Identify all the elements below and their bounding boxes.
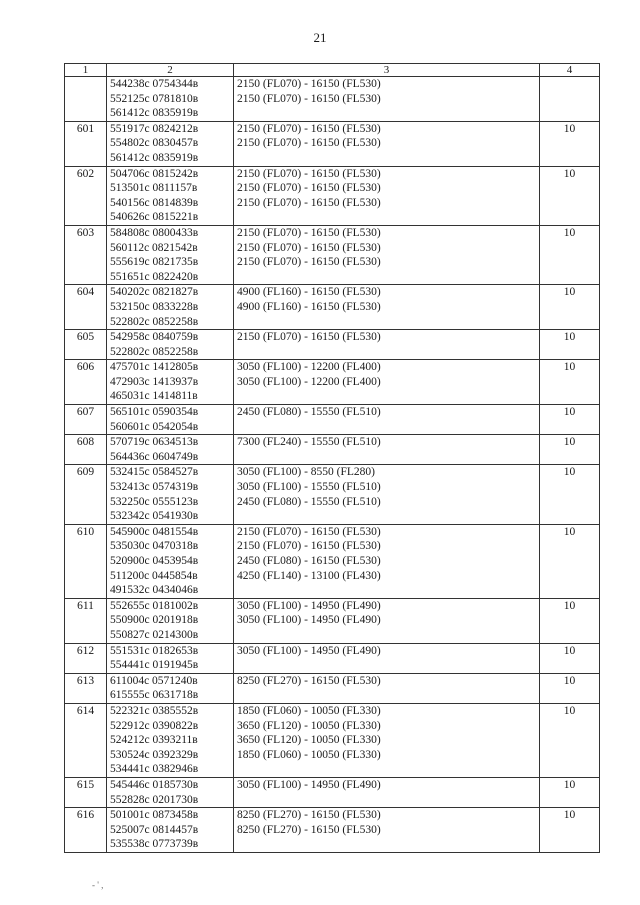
- coordinate-line: 554802с 0830457в: [110, 137, 199, 150]
- altitude-range-line: 8250 (FL270) - 16150 (FL530): [237, 823, 381, 836]
- coordinate-line: 552828с 0201730в: [110, 793, 199, 806]
- coordinate-line: 584808с 0800433в: [110, 226, 199, 239]
- coordinate-line: 524212с 0393211в: [110, 734, 198, 747]
- coordinate-line: 520900с 0453954в: [110, 555, 199, 567]
- coordinate-line: 522912с 0390822в: [110, 719, 199, 732]
- column-4-value: 10: [540, 465, 600, 524]
- coordinate-line: 472903с 1413937в: [110, 375, 199, 388]
- table-row: [65, 524, 600, 598]
- coordinate-line: 570719с 0634513в: [110, 436, 199, 449]
- altitude-range-cell: [234, 360, 540, 405]
- table-row: [65, 808, 600, 853]
- table-row: [65, 285, 600, 330]
- row-number: 616: [65, 808, 107, 853]
- table-row: [65, 405, 600, 435]
- row-number: 609: [65, 465, 107, 524]
- column-4-value: 10: [540, 405, 600, 435]
- table-row: [65, 330, 600, 360]
- column-4-value: 10: [540, 643, 600, 673]
- table-row: [65, 598, 600, 643]
- altitude-range-cell: [234, 405, 540, 435]
- table-row: [65, 777, 600, 807]
- altitude-range-cell: [234, 808, 540, 853]
- altitude-range-line: 2150 (FL070) - 16150 (FL530): [237, 92, 381, 105]
- row-number: 601: [65, 121, 107, 166]
- coordinates-cell: [107, 330, 234, 360]
- table-row: [65, 166, 600, 225]
- coordinates-cell: [107, 673, 234, 703]
- coordinate-line: 511200с 0445854в: [110, 569, 198, 582]
- table-row: [65, 435, 600, 465]
- coordinate-line: 540202с 0821827в: [110, 286, 199, 299]
- altitude-range-cell: [234, 435, 540, 465]
- coordinate-line: 535538с 0773739в: [110, 838, 199, 851]
- column-4-value: 10: [540, 808, 600, 853]
- footer-mark: - ' ,: [92, 880, 104, 890]
- coordinates-cell: [107, 285, 234, 330]
- altitude-range-cell: [234, 643, 540, 673]
- coordinate-line: 513501с 0811157в: [110, 182, 198, 195]
- coordinates-cell: [107, 808, 234, 853]
- row-number: 613: [65, 673, 107, 703]
- altitude-range-line: 2150 (FL070) - 16150 (FL530): [237, 196, 381, 209]
- coordinate-line: 551531с 0182653в: [110, 644, 199, 657]
- coordinate-line: 540626с 0815221в: [110, 211, 199, 224]
- row-number: 605: [65, 330, 107, 360]
- altitude-range-line: 3050 (FL100) - 12200 (FL400): [237, 375, 381, 388]
- altitude-range-cell: [234, 166, 540, 225]
- header-col-2: 2: [107, 64, 234, 77]
- altitude-range-cell: [234, 703, 540, 777]
- row-number: 602: [65, 166, 107, 225]
- altitude-range-line: 3050 (FL100) - 8550 (FL280): [237, 466, 375, 479]
- coordinate-line: 545446с 0185730в: [110, 778, 199, 791]
- coordinate-line: 540156с 0814839в: [110, 196, 199, 209]
- altitude-range-cell: [234, 77, 540, 122]
- table-row: [65, 121, 600, 166]
- altitude-range-line: 2450 (FL080) - 15550 (FL510): [237, 406, 381, 419]
- coordinate-line: 561412с 0835919в: [110, 107, 199, 120]
- row-number: 614: [65, 703, 107, 777]
- altitude-range-line: 2150 (FL070) - 16150 (FL530): [237, 540, 381, 553]
- column-4-value: 10: [540, 598, 600, 643]
- table-row: [65, 643, 600, 673]
- altitude-range-cell: [234, 465, 540, 524]
- column-4-value: 10: [540, 166, 600, 225]
- altitude-range-cell: [234, 777, 540, 807]
- altitude-range-cell: [234, 285, 540, 330]
- row-number: 606: [65, 360, 107, 405]
- altitude-range-line: 3050 (FL100) - 12200 (FL400): [237, 361, 381, 374]
- altitude-range-line: 2150 (FL070) - 16150 (FL530): [237, 331, 381, 344]
- row-number: 608: [65, 435, 107, 465]
- altitude-range-line: 3050 (FL100) - 15550 (FL510): [237, 481, 381, 494]
- coordinate-line: 545900с 0481554в: [110, 525, 199, 538]
- altitude-range-line: 2450 (FL080) - 15550 (FL510): [237, 495, 381, 508]
- altitude-range-cell: [234, 524, 540, 598]
- altitude-range-line: 2150 (FL070) - 16150 (FL530): [237, 256, 381, 269]
- coordinates-cell: [107, 435, 234, 465]
- coordinate-line: 551917с 0824212в: [110, 122, 199, 135]
- row-number: 612: [65, 643, 107, 673]
- coordinate-line: 565101с 0590354в: [110, 406, 199, 419]
- altitude-range-cell: [234, 330, 540, 360]
- coordinate-line: 501001с 0873458в: [110, 809, 199, 822]
- row-number: 604: [65, 285, 107, 330]
- row-number: 607: [65, 405, 107, 435]
- column-4-value: 10: [540, 330, 600, 360]
- column-4-value: 10: [540, 225, 600, 284]
- coordinates-cell: [107, 77, 234, 122]
- table-header-row: [65, 64, 600, 77]
- altitude-range-cell: [234, 598, 540, 643]
- coordinate-line: 522321с 0385552в: [110, 704, 199, 717]
- coordinate-line: 611004с 0571240в: [110, 674, 198, 687]
- altitude-range-line: 2450 (FL080) - 16150 (FL530): [237, 555, 381, 567]
- coordinate-line: 551651с 0822420в: [110, 270, 199, 283]
- coordinate-line: 525007с 0814457в: [110, 823, 199, 836]
- row-number: 603: [65, 225, 107, 284]
- coordinates-cell: [107, 405, 234, 435]
- coordinate-line: 522802с 0852258в: [110, 315, 199, 328]
- row-number: 610: [65, 524, 107, 598]
- coordinates-cell: [107, 777, 234, 807]
- column-4-value: 10: [540, 703, 600, 777]
- row-number: [65, 77, 107, 122]
- table-row: [65, 77, 600, 122]
- altitude-range-line: 8250 (FL270) - 16150 (FL530): [237, 674, 381, 687]
- coordinate-line: 550827с 0214300в: [110, 628, 199, 641]
- coordinate-line: 532250с 0555123в: [110, 495, 199, 508]
- altitude-range-line: 3050 (FL100) - 14950 (FL490): [237, 644, 381, 657]
- coordinate-line: 560112с 0821542в: [110, 241, 198, 254]
- coordinate-line: 555619с 0821735в: [110, 256, 199, 269]
- coordinates-cell: [107, 703, 234, 777]
- altitude-range-line: 2150 (FL070) - 16150 (FL530): [237, 167, 381, 180]
- altitude-range-line: 7300 (FL240) - 15550 (FL510): [237, 436, 381, 449]
- altitude-range-line: 3050 (FL100) - 14950 (FL490): [237, 599, 381, 612]
- coordinates-cell: [107, 225, 234, 284]
- coordinate-line: 475701с 1412805в: [110, 361, 199, 374]
- coordinate-line: 534441с 0382946в: [110, 763, 199, 776]
- coordinate-line: 532415с 0584527в: [110, 466, 199, 479]
- altitude-range-line: 4250 (FL140) - 13100 (FL430): [237, 569, 381, 582]
- column-4-value: [540, 77, 600, 122]
- coordinates-cell: [107, 121, 234, 166]
- header-col-3: 3: [234, 64, 540, 77]
- page-number: 21: [313, 30, 327, 45]
- coordinate-line: 504706с 0815242в: [110, 167, 199, 180]
- altitude-range-line: 3650 (FL120) - 10050 (FL330): [237, 734, 381, 747]
- coordinates-cell: [107, 166, 234, 225]
- altitude-range-cell: [234, 225, 540, 284]
- coordinate-line: 564436с 0604749в: [110, 450, 199, 463]
- column-4-value: 10: [540, 524, 600, 598]
- altitude-range-line: 2150 (FL070) - 16150 (FL530): [237, 122, 381, 135]
- altitude-range-line: 4900 (FL160) - 16150 (FL530): [237, 300, 381, 313]
- coordinate-line: 542958с 0840759в: [110, 331, 199, 344]
- altitude-range-line: 2150 (FL070) - 16150 (FL530): [237, 182, 381, 195]
- altitude-range-line: 1850 (FL060) - 10050 (FL330): [237, 704, 381, 717]
- coordinate-line: 544238с 0754344в: [110, 78, 199, 90]
- column-4-value: 10: [540, 435, 600, 465]
- coordinates-cell: [107, 643, 234, 673]
- altitude-range-cell: [234, 121, 540, 166]
- column-4-value: 10: [540, 121, 600, 166]
- altitude-range-line: 3050 (FL100) - 14950 (FL490): [237, 778, 381, 791]
- header-col-4: 4: [540, 64, 600, 77]
- altitude-range-line: 2150 (FL070) - 16150 (FL530): [237, 226, 381, 239]
- altitude-range-line: 3650 (FL120) - 10050 (FL330): [237, 719, 381, 732]
- airspace-table: [64, 63, 600, 853]
- column-4-value: 10: [540, 285, 600, 330]
- coordinate-line: 615555с 0631718в: [110, 689, 199, 702]
- altitude-range-line: 1850 (FL060) - 10050 (FL330): [237, 748, 381, 761]
- coordinate-line: 491532с 0434046в: [110, 584, 199, 597]
- table-row: [65, 360, 600, 405]
- coordinate-line: 535030с 0470318в: [110, 540, 199, 553]
- altitude-range-cell: [234, 673, 540, 703]
- table-row: [65, 465, 600, 524]
- column-4-value: 10: [540, 673, 600, 703]
- coordinate-line: 465031с 1414811в: [110, 390, 198, 403]
- table-row: [65, 673, 600, 703]
- table-row: [65, 225, 600, 284]
- altitude-range-line: 2150 (FL070) - 16150 (FL530): [237, 525, 381, 538]
- coordinate-line: 554441с 0191945в: [110, 659, 199, 672]
- row-number: 611: [65, 598, 107, 643]
- altitude-range-line: 8250 (FL270) - 16150 (FL530): [237, 809, 381, 822]
- coordinate-line: 561412с 0835919в: [110, 151, 199, 164]
- coordinate-line: 522802с 0852258в: [110, 345, 199, 358]
- altitude-range-line: 2150 (FL070) - 16150 (FL530): [237, 241, 381, 254]
- coordinate-line: 550900с 0201918в: [110, 614, 199, 627]
- table-row: [65, 703, 600, 777]
- coordinate-line: 530524с 0392329в: [110, 748, 199, 761]
- coordinate-line: 552125с 0781810в: [110, 92, 199, 105]
- table-body: [65, 77, 600, 853]
- coordinates-cell: [107, 360, 234, 405]
- coordinates-cell: [107, 598, 234, 643]
- header-col-1: 1: [65, 64, 107, 77]
- column-4-value: 10: [540, 777, 600, 807]
- altitude-range-line: 3050 (FL100) - 14950 (FL490): [237, 614, 381, 627]
- coordinate-line: 532150с 0833228в: [110, 300, 199, 313]
- row-number: 615: [65, 777, 107, 807]
- coordinate-line: 532342с 0541930в: [110, 510, 199, 523]
- altitude-range-line: 4900 (FL160) - 16150 (FL530): [237, 286, 381, 299]
- coordinates-cell: [107, 524, 234, 598]
- coordinate-line: 552655с 0181002в: [110, 599, 199, 612]
- altitude-range-line: 2150 (FL070) - 16150 (FL530): [237, 137, 381, 150]
- altitude-range-line: 2150 (FL070) - 16150 (FL530): [237, 78, 381, 90]
- coordinate-line: 560601с 0542054в: [110, 420, 199, 433]
- coordinates-cell: [107, 465, 234, 524]
- column-4-value: 10: [540, 360, 600, 405]
- coordinate-line: 532413с 0574319в: [110, 481, 199, 494]
